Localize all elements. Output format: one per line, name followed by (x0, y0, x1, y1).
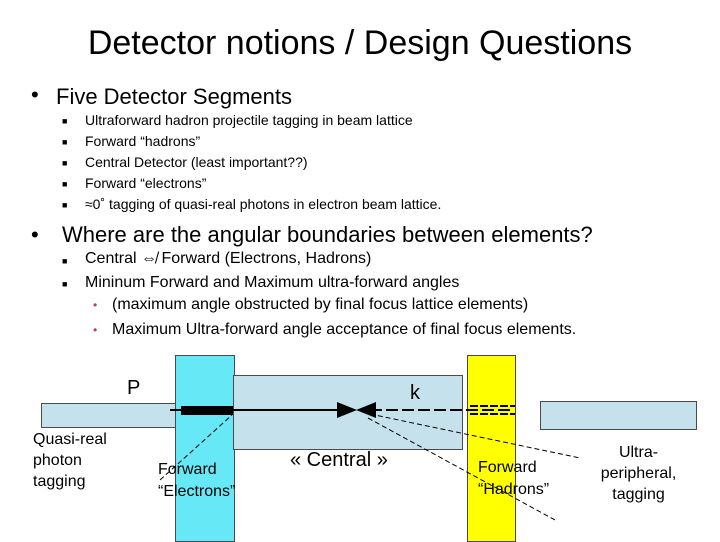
quasi-real-label: Quasi-real photon tagging (33, 431, 107, 490)
question-heading: Where are the angular boundaries between elements? (62, 222, 593, 247)
square-bullet-icon: ■ (62, 200, 68, 210)
slide-title: Detector notions / Design Questions (87, 24, 633, 62)
subpoint-item: Central ⇎ Forward (Electrons, Hadrons) (85, 250, 372, 267)
segment-item: Ultraforward hadron projectile tagging in beam lattice (85, 112, 413, 128)
segment-item: Forward “hadrons” (85, 133, 201, 149)
square-bullet-icon: ■ (62, 116, 68, 126)
central-label: « Central » (290, 449, 388, 471)
square-bullet-icon: ■ (62, 137, 68, 147)
square-bullet-icon: ■ (62, 256, 68, 266)
hadrons-label: “Hadrons” (478, 481, 550, 498)
subpoint-item: Mininum Forward and Maximum ultra-forward angles (85, 274, 460, 291)
k-label: k (410, 382, 420, 404)
segment-item: Central Detector (least important??) (85, 154, 308, 170)
bullet-marker: • (31, 222, 39, 247)
dot-bullet-icon: • (93, 323, 98, 337)
angle-dashed-line (370, 414, 580, 458)
subsubpoint-item: Maximum Ultra-forward angle acceptance of final focus elements. (112, 321, 577, 338)
forward-hadrons-label: Forward (478, 459, 537, 476)
dot-bullet-icon: • (93, 298, 98, 312)
segment-item: Forward “electrons” (85, 175, 207, 191)
square-bullet-icon: ■ (62, 179, 68, 189)
bullet-marker: • (31, 82, 39, 107)
forward-electrons-label: Forward (158, 461, 217, 478)
ultra-peripheral-label: Ultra-peripheral, tagging (600, 444, 677, 503)
p-label: P (127, 377, 141, 399)
segments-heading: Five Detector Segments (56, 84, 292, 109)
square-bullet-icon: ■ (62, 279, 68, 289)
segment-item: ≈0˚ tagging of quasi-real photons in electron beam lattice. (85, 196, 442, 212)
electrons-label: “Electrons” (158, 483, 236, 500)
square-bullet-icon: ■ (62, 158, 68, 168)
subsubpoint-item: (maximum angle obstructed by final focus lattice elements) (112, 296, 529, 313)
